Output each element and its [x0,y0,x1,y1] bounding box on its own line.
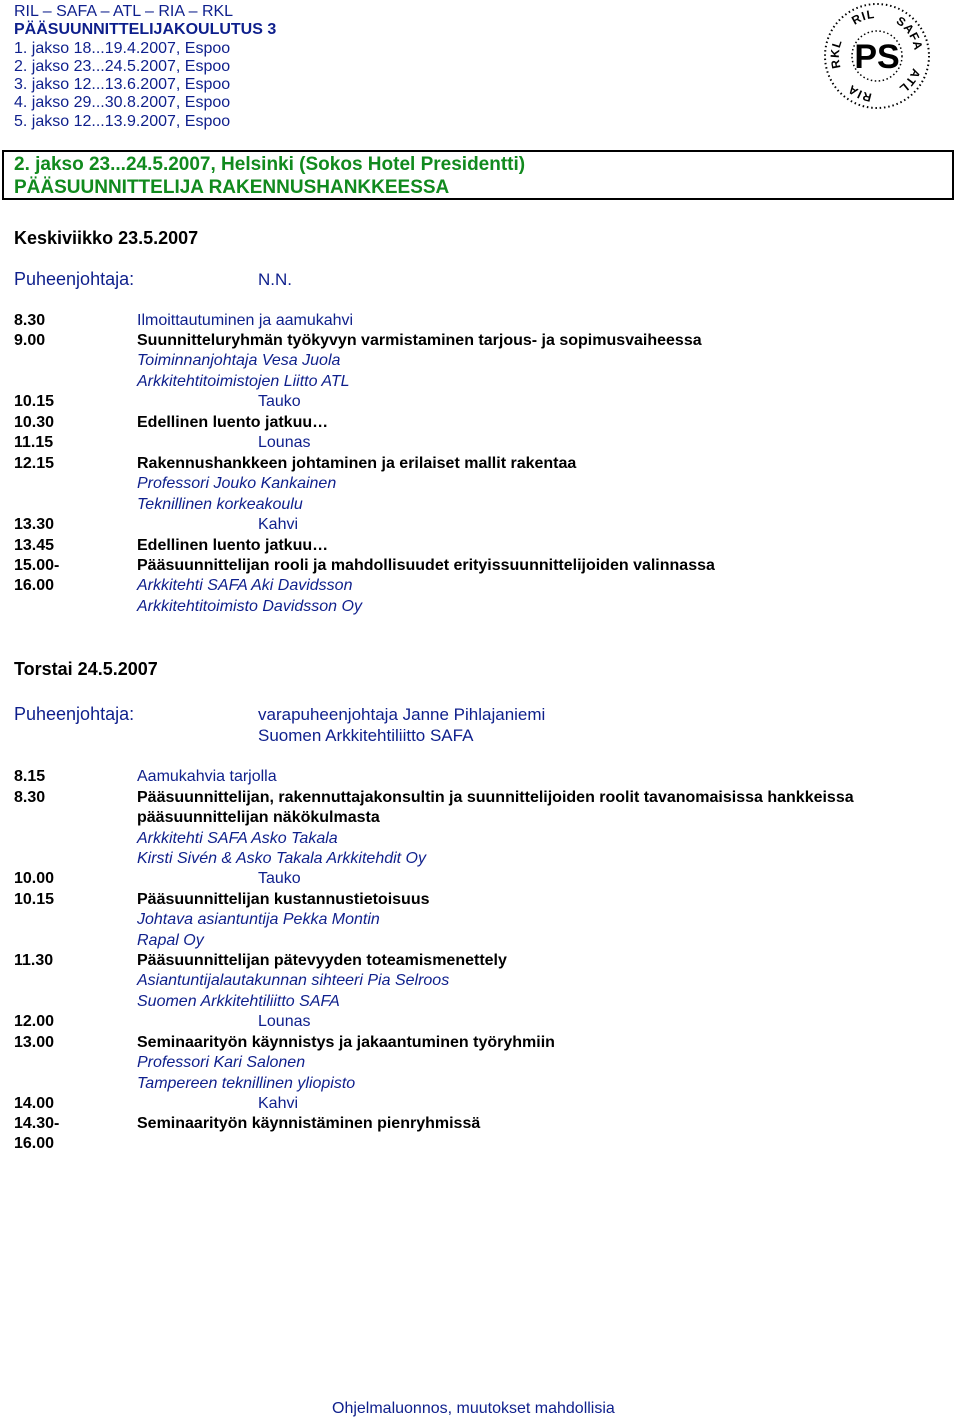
banner-line-2: PÄÄSUUNNITTELIJA RAKENNUSHANKKEESSA [14,177,450,198]
session-3: 3. jakso 12...13.6.2007, Espoo [14,76,231,94]
session-2: 2. jakso 23...24.5.2007, Espoo [14,57,231,75]
item-speaker: Professori Kari Salonen [137,1054,306,1072]
footer-note: Ohjelmaluonnos, muutokset mahdollisia [332,1400,615,1417]
course-header [14,3,276,131]
session-1: 1. jakso 18...19.4.2007, Espoo [14,39,231,57]
item-organisation: Teknillinen korkeakoulu [137,495,303,513]
day2-chair-name: varapuheenjohtaja Janne Pihlajaniemi [258,705,546,724]
org-line: RIL – SAFA – ATL – RIA – RKL [14,3,234,20]
item-time: 13.30 [14,516,55,533]
item-speaker: Toiminnanjohtaja Vesa Juola [137,352,341,370]
svg-text:RIA [845,82,873,105]
item-time: 9.00 [14,332,46,349]
item-speaker: Professori Jouko Kankainen [137,475,337,493]
day2-heading: Torstai 24.5.2007 [14,659,158,679]
day1-chair-name: N.N. [258,270,292,289]
item-title: Lounas [258,434,311,451]
session-4: 4. jakso 29...30.8.2007, Espoo [14,94,231,112]
item-speaker: Johtava asiantuntija Pekka Montin [137,911,380,929]
item-organisation: Rapal Oy [137,931,204,949]
logo-ring-label-4: SAFA [893,13,926,53]
day2-chair-org: Suomen Arkkitehtiliitto SAFA [258,726,474,745]
logo-ring-label-3: RIL [849,6,876,28]
item-speaker: Arkkitehti SAFA Aki Davidsson [137,577,353,595]
item-title: Kahvi [258,516,299,533]
logo-ring-label-1: RIA [844,81,873,105]
ps-stamp-logo [820,2,934,110]
item-time: 13.45 [14,537,55,554]
item-time: 14.30- 16.00 [14,1115,60,1153]
item-title: Pääsuunnittelijan, rakennuttajakonsultin ja suunnittelijoiden roolit tavanomaisissa hankkeissa pääsuunnittelijan näkökulmasta [137,789,854,827]
item-time: 10.00 [14,870,55,887]
item-organisation: Arkkitehtitoimisto Davidsson Oy [137,597,362,615]
item-organisation: Tampereen teknillinen yliopisto [137,1074,356,1092]
item-title: Ilmoittautuminen ja aamukahvi [137,312,354,329]
item-title: Tauko [258,870,301,887]
item-time: 10.15 [14,393,55,410]
banner-line-1: 2. jakso 23...24.5.2007, Helsinki (Sokos Hotel Presidentti) [14,154,526,175]
item-title: Suunnitteluryhmän työkyvyn varmistaminen tarjous- ja sopimusvaiheessa [137,332,702,349]
course-title: PÄÄSUUNNITTELIJAKOULUTUS 3 [14,21,277,39]
item-title: Seminaarityön käynnistäminen pienryhmissä [137,1115,481,1132]
item-title: Kahvi [258,1095,299,1112]
item-title: Lounas [258,1013,311,1030]
svg-text:ATL [896,67,923,97]
item-time: 8.15 [14,768,46,785]
logo-ring-label-5: ATL [896,66,924,97]
item-time: 14.00 [14,1095,55,1112]
item-time: 11.30 [14,952,54,969]
item-time: 13.00 [14,1034,55,1051]
item-title: Pääsuunnittelijan rooli ja mahdollisuudet erityissuunnittelijoiden valinnassa [137,557,715,574]
svg-text:RKL [828,37,845,70]
item-title: Aamukahvia tarjolla [137,768,277,785]
item-time: 12.00 [14,1013,55,1030]
day1-chair-label: Puheenjohtaja: [14,269,135,289]
day1-heading: Keskiviikko 23.5.2007 [14,228,199,248]
item-time: 15.00- 16.00 [14,557,60,595]
item-time: 8.30 [14,312,46,329]
item-time: 10.30 [14,414,55,431]
item-speaker: Arkkitehti SAFA Asko Takala [137,829,338,847]
item-title: Rakennushankkeen johtaminen ja erilaiset mallit rakentaa [137,455,577,472]
logo-center-text: PS [854,38,900,76]
item-time: 10.15 [14,891,55,908]
item-title: Pääsuunnittelijan kustannustietoisuus [137,891,430,908]
item-time: 12.15 [14,455,55,472]
item-title: Pääsuunnittelijan pätevyyden toteamismenettely [137,952,507,969]
item-organisation: Suomen Arkkitehtiliitto SAFA [137,992,340,1010]
item-title: Edellinen luento jatkuu… [137,537,329,554]
item-speaker: Asiantuntijalautakunnan sihteeri Pia Selroos [137,972,450,990]
item-time: 11.15 [14,434,54,451]
item-time: 8.30 [14,789,46,806]
item-title: Seminaarityön käynnistys ja jakaantuminen työryhmiin [137,1034,555,1051]
item-title: Tauko [258,393,301,410]
item-title: Edellinen luento jatkuu… [137,414,329,431]
day2-chair-label: Puheenjohtaja: [14,704,135,724]
item-organisation: Kirsti Sivén & Asko Takala Arkkitehdit Oy [137,850,426,868]
logo-ring-label-2: RKL [827,37,845,70]
item-organisation: Arkkitehtitoimistojen Liitto ATL [137,372,350,390]
session-5: 5. jakso 12...13.9.2007, Espoo [14,112,231,130]
